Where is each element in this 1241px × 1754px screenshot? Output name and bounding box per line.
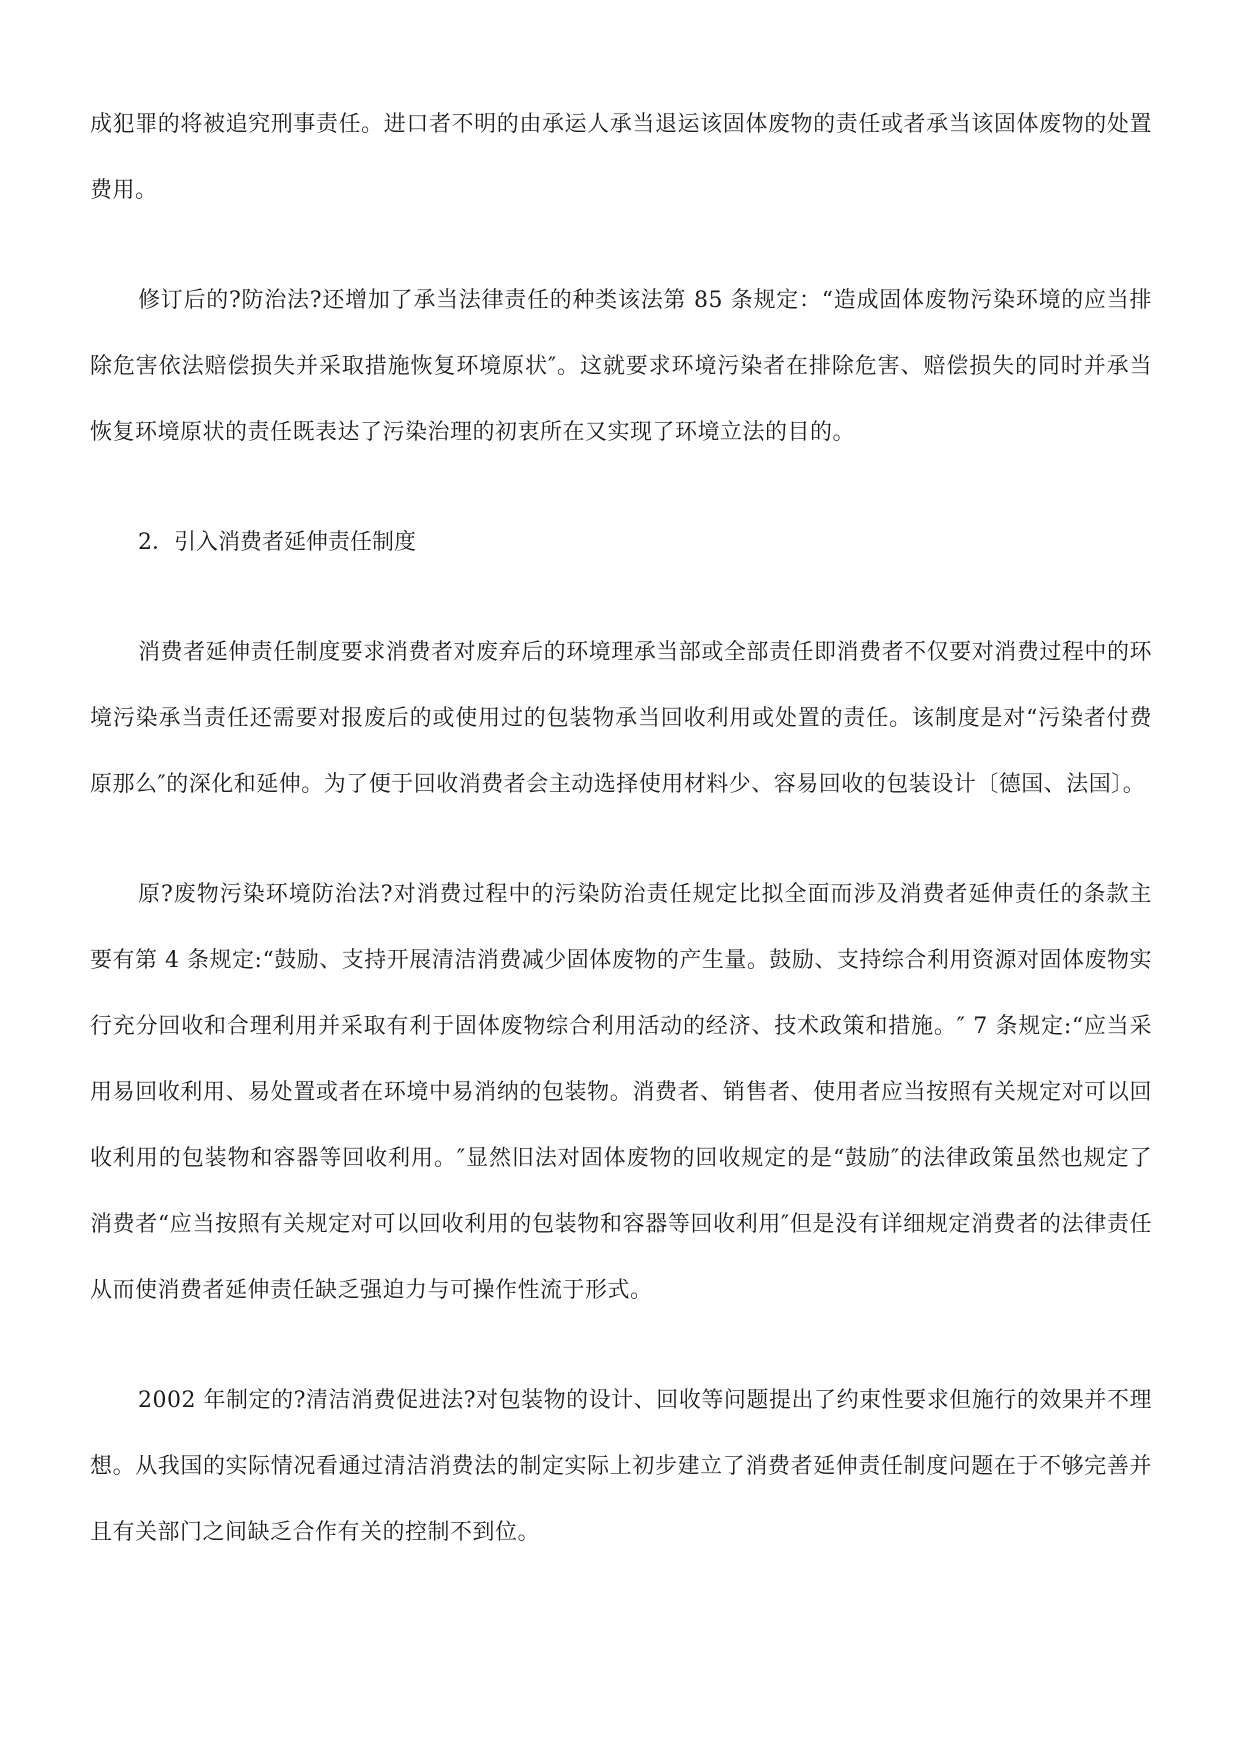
paragraph-gap: [90, 224, 1152, 268]
paragraph-gap: [90, 466, 1152, 510]
paragraph-continued: 成犯罪的将被追究刑事责任。进口者不明的由承运人承当退运该固体废物的责任或者承当该固体废物的处置费用。: [90, 112, 1152, 203]
paragraph-gap: [90, 818, 1152, 862]
document-page: [90, 92, 1152, 1566]
paragraph-gap: [90, 576, 1152, 620]
paragraph-legal-liability: 修订后的?防治法?还增加了承当法律责任的种类该法第 85 条规定：“造成固体废物污染环境的应当排除危害依法赔偿损失并采取措施恢复环境原状″。这就要求环境污染者在排除危害、赔偿损失的同时并承当恢复环境原状的责任既表达了污染治理的初衷所在又实现了环境立法的目的。: [90, 288, 1152, 445]
section-heading: 2．引入消费者延伸责任制度: [138, 530, 416, 555]
paragraph-old-law: 原?废物污染环境防治法?对消费过程中的污染防治责任规定比拟全面而涉及消费者延伸责任的条款主要有第 4 条规定:“鼓励、支持开展清洁消费减少固体废物的产生量。鼓励、支持综合利用资源对固体废物实行充分回收和合理利用并采取有利于固体废物综合利用活动的经济、技术政策和措施。″ 7 条规定:“应当采用易回收利用、易处置或者在环境中易消纳的包装物。消费者、销售者、使用者应当按照有关规定对可以回收利用的包装物和容器等回收利用。″显然旧法对固体废物的回收规定的是“鼓励″的法律政策虽然也规定了消费者“应当按照有关规定对可以回收利用的包装物和容器等回收利用″但是没有详细规定消费者的法律责任从而使消费者延伸责任缺乏强迫力与可操作性流于形式。: [90, 882, 1152, 1303]
paragraph-extended-responsibility: 消费者延伸责任制度要求消费者对废弃后的环境理承当部或全部责任即消费者不仅要对消费过程中的环境污染承当责任还需要对报废后的或使用过的包装物承当回收利用或处置的责任。该制度是对“污染者付费原那么″的深化和延伸。为了便于回收消费者会主动选择使用材料少、容易回收的包装设计〔德国、法国〕。: [90, 640, 1152, 797]
paragraph-2002-law: 2002 年制定的?清洁消费促进法?对包装物的设计、回收等问题提出了约束性要求但施行的效果并不理想。从我国的实际情况看通过清洁消费法的制定实际上初步建立了消费者延伸责任制度问题在于不够完善并且有关部门之间缺乏合作有关的控制不到位。: [90, 1388, 1152, 1545]
paragraph-gap: [90, 1324, 1152, 1368]
